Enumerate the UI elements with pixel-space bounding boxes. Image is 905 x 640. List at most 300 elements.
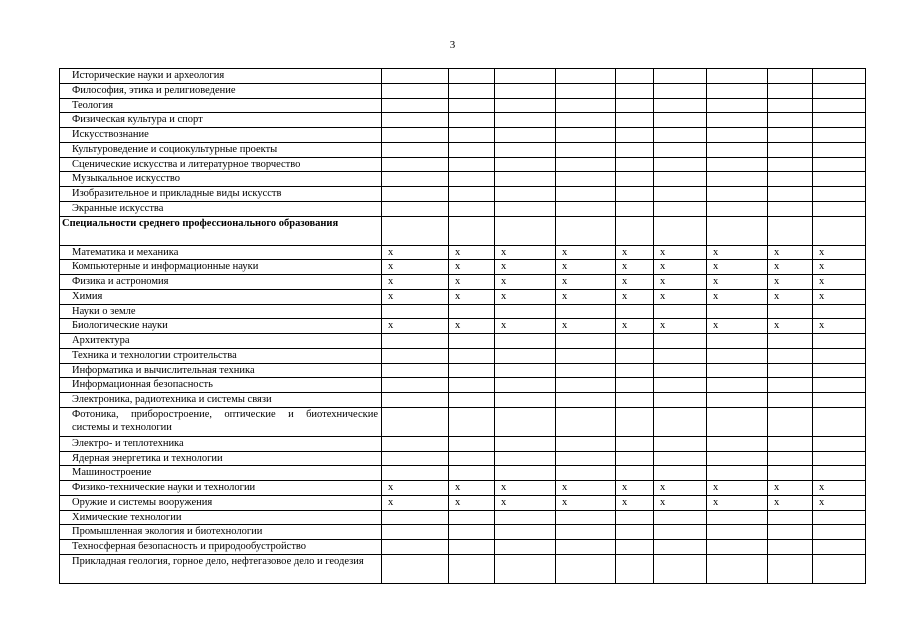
table-row [60,451,866,466]
empty-cell [556,525,616,540]
empty-cell [707,451,768,466]
table-body [60,69,866,584]
mark-cell: x [449,275,495,290]
empty-cell [556,334,616,349]
empty-cell [813,451,866,466]
empty-cell [654,393,707,408]
empty-cell [654,510,707,525]
empty-cell [556,510,616,525]
table-row [60,128,866,143]
empty-cell [382,83,449,98]
empty-cell [616,451,654,466]
empty-cell [616,216,654,245]
empty-cell [768,334,813,349]
table-row [60,393,866,408]
empty-cell [813,378,866,393]
mark-cell: x [654,289,707,304]
mark-cell: x [707,260,768,275]
specialty-label-cell: Компьютерные и информационные науки [60,260,382,275]
empty-cell [813,540,866,555]
empty-cell [707,363,768,378]
empty-cell [616,83,654,98]
page-number: 3 [449,39,456,51]
empty-cell [495,334,556,349]
mark-cell: x [495,260,556,275]
empty-cell [382,378,449,393]
table-row [60,334,866,349]
empty-cell [654,83,707,98]
empty-cell [813,363,866,378]
mark-cell: x [495,245,556,260]
mark-cell: x [449,260,495,275]
empty-cell [495,157,556,172]
empty-cell [556,407,616,436]
empty-cell [813,407,866,436]
empty-cell [707,436,768,451]
empty-cell [556,363,616,378]
empty-cell [707,142,768,157]
empty-cell [449,157,495,172]
empty-cell [495,363,556,378]
table-row [60,304,866,319]
empty-cell [495,451,556,466]
empty-cell [449,98,495,113]
specialty-label-cell: Сценические искусства и литературное творчество [60,157,382,172]
empty-cell [556,157,616,172]
mark-cell: x [495,289,556,304]
mark-cell: x [654,245,707,260]
empty-cell [382,304,449,319]
empty-cell [616,363,654,378]
empty-cell [382,451,449,466]
empty-cell [495,554,556,583]
empty-cell [556,172,616,187]
empty-cell [654,554,707,583]
empty-cell [813,83,866,98]
empty-cell [449,113,495,128]
empty-cell [707,304,768,319]
table-row [60,142,866,157]
empty-cell [449,69,495,84]
empty-cell [382,510,449,525]
empty-cell [449,128,495,143]
empty-cell [707,525,768,540]
empty-cell [556,113,616,128]
empty-cell [654,334,707,349]
empty-cell [813,554,866,583]
empty-cell [616,554,654,583]
mark-cell: x [449,289,495,304]
specialty-label-cell: Науки о земле [60,304,382,319]
empty-cell [707,157,768,172]
specialty-label-cell: Техносферная безопасность и природообустройство [60,540,382,555]
mark-cell: x [768,275,813,290]
empty-cell [813,113,866,128]
empty-cell [654,525,707,540]
empty-cell [813,69,866,84]
mark-cell: x [382,245,449,260]
empty-cell [707,69,768,84]
mark-cell: x [449,319,495,334]
empty-cell [616,157,654,172]
empty-cell [556,378,616,393]
empty-cell [616,113,654,128]
empty-cell [449,525,495,540]
table-row [60,157,866,172]
specialty-label-cell: Техника и технологии строительства [60,348,382,363]
empty-cell [707,98,768,113]
empty-cell [495,201,556,216]
empty-cell [707,554,768,583]
empty-cell [768,69,813,84]
empty-cell [556,348,616,363]
empty-cell [449,466,495,481]
empty-cell [616,187,654,202]
table-row [60,98,866,113]
mark-cell: x [654,481,707,496]
empty-cell [449,407,495,436]
empty-cell [382,172,449,187]
empty-cell [616,525,654,540]
empty-cell [616,142,654,157]
table-row [60,363,866,378]
empty-cell [382,128,449,143]
mark-cell: x [616,319,654,334]
specialty-label-cell: Музыкальное искусство [60,172,382,187]
mark-cell: x [616,245,654,260]
empty-cell [768,83,813,98]
empty-cell [768,363,813,378]
empty-cell [768,525,813,540]
mark-cell: x [813,319,866,334]
empty-cell [449,510,495,525]
table-row [60,172,866,187]
empty-cell [556,451,616,466]
empty-cell [382,554,449,583]
empty-cell [813,334,866,349]
empty-cell [495,216,556,245]
empty-cell [616,304,654,319]
empty-cell [382,540,449,555]
empty-cell [449,393,495,408]
empty-cell [556,304,616,319]
empty-cell [616,510,654,525]
table-row [60,113,866,128]
empty-cell [707,201,768,216]
empty-cell [707,113,768,128]
empty-cell [707,187,768,202]
empty-cell [449,172,495,187]
empty-cell [495,407,556,436]
mark-cell: x [616,481,654,496]
empty-cell [556,69,616,84]
mark-cell: x [556,275,616,290]
mark-cell: x [813,245,866,260]
empty-cell [768,128,813,143]
empty-cell [654,157,707,172]
empty-cell [495,525,556,540]
empty-cell [813,510,866,525]
empty-cell [616,334,654,349]
empty-cell [654,187,707,202]
empty-cell [768,466,813,481]
table-row [60,407,866,436]
empty-cell [768,187,813,202]
specialty-label-cell: Культуроведение и социокультурные проекты [60,142,382,157]
empty-cell [449,187,495,202]
table-row [60,466,866,481]
specialty-label-cell: Физика и астрономия [60,275,382,290]
specialty-label-cell: Фотоника, приборостроение, оптические и биотехнические системы и технологии [60,407,382,436]
mark-cell: x [449,481,495,496]
empty-cell [768,378,813,393]
empty-cell [707,334,768,349]
empty-cell [556,142,616,157]
specialty-label-cell: Экранные искусства [60,201,382,216]
empty-cell [768,348,813,363]
empty-cell [616,540,654,555]
mark-cell: x [768,319,813,334]
table-row [60,201,866,216]
specialty-label-cell: Электроника, радиотехника и системы связи [60,393,382,408]
mark-cell: x [707,481,768,496]
empty-cell [495,187,556,202]
specialty-label-cell: Физическая культура и спорт [60,113,382,128]
empty-cell [382,187,449,202]
empty-cell [382,363,449,378]
empty-cell [382,142,449,157]
specialty-label-cell: Прикладная геология, горное дело, нефтегазовое дело и геодезия [60,554,382,583]
table-row [60,319,866,334]
empty-cell [616,436,654,451]
mark-cell: x [616,275,654,290]
empty-cell [768,436,813,451]
empty-cell [495,393,556,408]
specialty-label-cell: Биологические науки [60,319,382,334]
empty-cell [768,201,813,216]
mark-cell: x [768,260,813,275]
empty-cell [382,466,449,481]
mark-cell: x [707,289,768,304]
empty-cell [382,216,449,245]
table-row [60,348,866,363]
empty-cell [813,187,866,202]
empty-cell [616,466,654,481]
mark-cell: x [382,319,449,334]
empty-cell [495,142,556,157]
empty-cell [449,142,495,157]
empty-cell [654,348,707,363]
empty-cell [449,83,495,98]
empty-cell [654,436,707,451]
empty-cell [768,157,813,172]
empty-cell [707,378,768,393]
table-row [60,436,866,451]
empty-cell [556,436,616,451]
empty-cell [495,172,556,187]
empty-cell [382,348,449,363]
empty-cell [616,172,654,187]
table-row [60,540,866,555]
empty-cell [654,98,707,113]
specialty-label-cell: Изобразительное и прикладные виды искусств [60,187,382,202]
empty-cell [556,554,616,583]
mark-cell: x [495,495,556,510]
empty-cell [707,510,768,525]
specialties-table [59,68,866,584]
empty-cell [616,128,654,143]
empty-cell [813,201,866,216]
mark-cell: x [616,495,654,510]
empty-cell [654,466,707,481]
empty-cell [495,128,556,143]
mark-cell: x [382,495,449,510]
empty-cell [768,393,813,408]
specialty-label-cell: Искусствознание [60,128,382,143]
empty-cell [616,407,654,436]
mark-cell: x [495,319,556,334]
empty-cell [495,98,556,113]
table-row [60,69,866,84]
empty-cell [449,201,495,216]
empty-cell [495,436,556,451]
empty-cell [616,348,654,363]
table-row [60,260,866,275]
mark-cell: x [495,481,556,496]
empty-cell [654,216,707,245]
mark-cell: x [813,481,866,496]
empty-cell [495,466,556,481]
mark-cell: x [654,260,707,275]
empty-cell [382,407,449,436]
specialty-label-cell: Исторические науки и археология [60,69,382,84]
mark-cell: x [707,319,768,334]
empty-cell [707,348,768,363]
table-row [60,510,866,525]
mark-cell: x [382,260,449,275]
empty-cell [813,393,866,408]
mark-cell: x [768,289,813,304]
table-row [60,378,866,393]
empty-cell [495,540,556,555]
empty-cell [768,554,813,583]
empty-cell [654,540,707,555]
empty-cell [556,98,616,113]
empty-cell [813,466,866,481]
empty-cell [707,83,768,98]
empty-cell [616,98,654,113]
mark-cell: x [556,245,616,260]
empty-cell [654,304,707,319]
empty-cell [707,172,768,187]
empty-cell [768,98,813,113]
mark-cell: x [449,495,495,510]
specialty-label-cell: Химия [60,289,382,304]
empty-cell [449,216,495,245]
empty-cell [556,540,616,555]
mark-cell: x [813,260,866,275]
empty-cell [654,201,707,216]
mark-cell: x [495,275,556,290]
empty-cell [616,201,654,216]
empty-cell [654,363,707,378]
empty-cell [768,113,813,128]
empty-cell [495,69,556,84]
empty-cell [449,436,495,451]
empty-cell [654,378,707,393]
empty-cell [449,304,495,319]
mark-cell: x [616,260,654,275]
empty-cell [382,334,449,349]
mark-cell: x [707,495,768,510]
empty-cell [382,113,449,128]
empty-cell [813,128,866,143]
mark-cell: x [556,260,616,275]
table-row [60,289,866,304]
specialty-label-cell: Оружие и системы вооружения [60,495,382,510]
table-row [60,554,866,583]
table-row [60,83,866,98]
mark-cell: x [707,275,768,290]
empty-cell [707,540,768,555]
mark-cell: x [382,289,449,304]
empty-cell [382,69,449,84]
specialty-label-cell: Архитектура [60,334,382,349]
empty-cell [382,525,449,540]
specialty-label-cell: Машиностроение [60,466,382,481]
empty-cell [813,348,866,363]
empty-cell [654,451,707,466]
empty-cell [768,510,813,525]
empty-cell [768,304,813,319]
empty-cell [556,201,616,216]
mark-cell: x [654,275,707,290]
mark-cell: x [556,481,616,496]
empty-cell [449,554,495,583]
empty-cell [768,172,813,187]
empty-cell [813,98,866,113]
empty-cell [495,510,556,525]
empty-cell [654,172,707,187]
table-row [60,481,866,496]
empty-cell [382,98,449,113]
empty-cell [813,216,866,245]
empty-cell [556,187,616,202]
empty-cell [449,363,495,378]
table-row [60,245,866,260]
mark-cell: x [556,319,616,334]
specialty-label-cell: Промышленная экология и биотехнологии [60,525,382,540]
empty-cell [768,407,813,436]
empty-cell [382,157,449,172]
table-row [60,216,866,245]
empty-cell [449,378,495,393]
specialty-label-cell: Химические технологии [60,510,382,525]
empty-cell [556,216,616,245]
empty-cell [616,378,654,393]
empty-cell [813,157,866,172]
mark-cell: x [813,289,866,304]
mark-cell: x [449,245,495,260]
mark-cell: x [654,495,707,510]
specialty-label-cell: Физико-технические науки и технологии [60,481,382,496]
empty-cell [449,540,495,555]
empty-cell [382,436,449,451]
mark-cell: x [768,495,813,510]
empty-cell [768,216,813,245]
empty-cell [707,466,768,481]
empty-cell [382,393,449,408]
